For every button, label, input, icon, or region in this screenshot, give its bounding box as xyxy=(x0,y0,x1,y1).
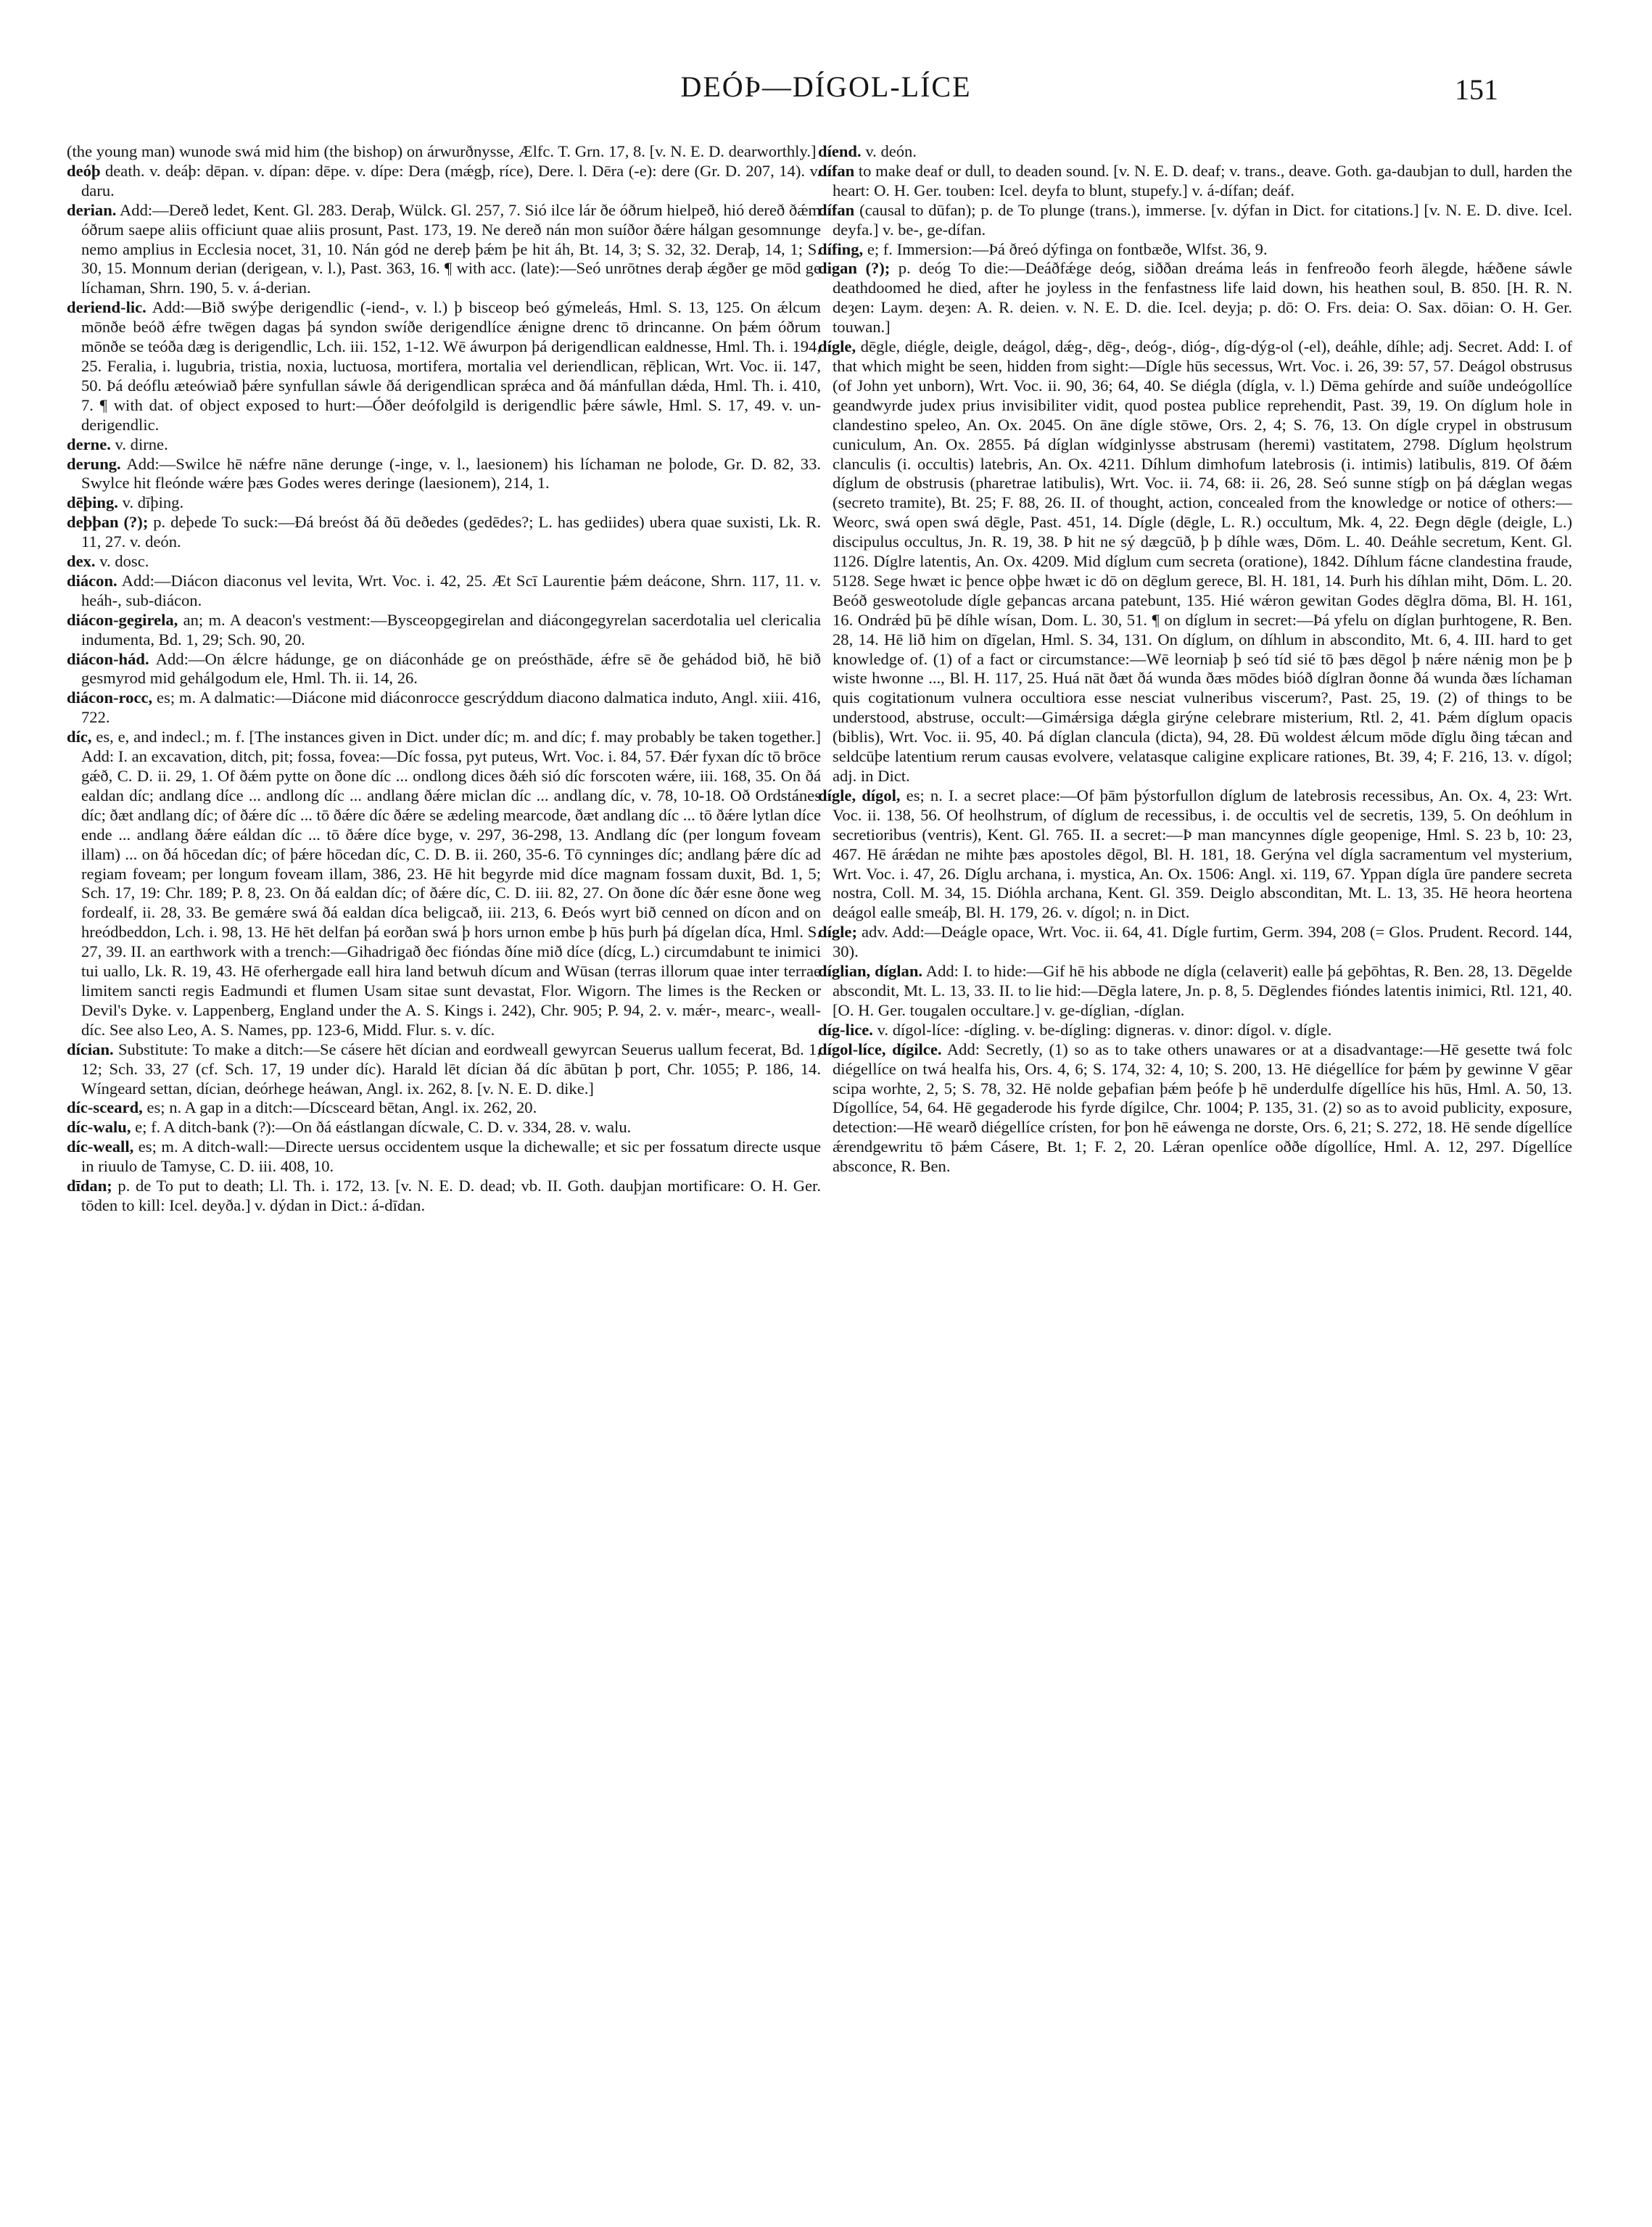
entry-text: Add:—On ǽlcre hádunge, ge on diáconháde ge on preósthāde, ǽfre sē ðe gehádod bið, hē bið gesmyrod mid gehálgodum ele, Hml. Th. ii. 14, 26. xyxy=(81,649,821,688)
entry-headword: diácon. xyxy=(67,571,117,590)
entry-headword: díc-walu, xyxy=(67,1118,131,1137)
entry-headword: dex. xyxy=(67,552,96,571)
dictionary-entry xyxy=(67,552,821,572)
dictionary-entry xyxy=(818,786,1572,923)
dictionary-entry xyxy=(67,513,821,552)
entry-headword: dífan xyxy=(818,161,855,180)
entry-text: Add:—Diácon diaconus vel levita, Wrt. Voc. i. 42, 25. Æt Scī Laurentie þǽm deácone, Shrn. 117, 11. v. heáh-, sub-diácon. xyxy=(81,571,821,609)
entry-text: es; n. A gap in a ditch:—Dícsceard bētan, Angl. ix. 262, 20. xyxy=(146,1098,537,1117)
entry-text: v. dīþing. xyxy=(122,493,184,512)
entry-headword: diácon-rocc, xyxy=(67,688,153,707)
entry-headword: diácon-gegirela, xyxy=(67,610,178,629)
entry-headword: derian. xyxy=(67,200,117,219)
entry-headword: derne. xyxy=(67,435,111,453)
entry-headword: díc-weall, xyxy=(67,1137,134,1156)
entry-text: es; m. A ditch-wall:—Directe uersus occidentem usque la dichewalle; et sic per fossatum directe usque in riuulo de Tamyse, C. D. iii. 408, 10. xyxy=(81,1137,821,1176)
dictionary-entry xyxy=(67,493,821,513)
entry-headword: deóþ xyxy=(67,161,101,180)
entry-text: (the young man) wunode swá mid him (the bishop) on árwurðnysse, Ælfc. T. Grn. 17, 8. [v. N. E. D. dearworthly.] xyxy=(67,142,817,160)
dictionary-entry xyxy=(818,240,1572,260)
right-column xyxy=(818,142,1572,2202)
dictionary-entry xyxy=(67,455,821,494)
entry-headword: dīdan; xyxy=(67,1177,112,1195)
entry-text: e; f. A ditch-bank (?):—On ðá eástlangan dícwale, C. D. v. 334, 28. v. walu. xyxy=(135,1118,632,1137)
dictionary-entry xyxy=(67,1137,821,1177)
entry-headword: dēþing. xyxy=(67,493,118,512)
dictionary-entry xyxy=(818,259,1572,337)
entry-text: p. deþede To suck:—Ðá breóst ðá ðū deðedes (gedēdes?; L. has gediides) ubera quae suxisti, Lk. R. 11, 27. v. deón. xyxy=(81,513,821,551)
entry-headword: digan (?); xyxy=(818,259,891,278)
entry-headword: derung. xyxy=(67,454,121,473)
page-header xyxy=(0,70,1652,113)
page-number: 151 xyxy=(1455,73,1498,106)
entry-text: (causal to dūfan); p. de To plunge (trans.), immerse. [v. dýfan in Dict. for citations.] [v. N. E. D. dive. Icel. deyfa.] v. be-, ge-dífan. xyxy=(833,200,1572,239)
entry-text: es; m. A dalmatic:—Diácone mid diáconrocce gescrýddum diacono dalmatica induto, Angl. xiii. 416, 722. xyxy=(81,688,821,727)
entry-text: e; f. Immersion:—Þá ðreó dýfinga on fontbæðe, Wlfst. 36, 9. xyxy=(867,239,1268,258)
entry-text: an; m. A deacon's vestment:—Bysceopgegirelan and diácongegyrelan sacerdotalia uel clericalia indumenta, Bd. 1, 29; Sch. 90, 20. xyxy=(81,610,821,649)
dictionary-entry xyxy=(67,298,821,435)
entry-text: es; n. I. a secret place:—Of þām þýstorfullon díglum de latebrosis recessibus, An. Ox. 4, 23: Wrt. Voc. ii. 138, 56. Of heolhstrum, of díglum de recessibus, i. de occultis vel de secretis, 139, 5. On deóhlum in secretioribus (ventris), Kent. Gl. 765. II. a secret:—Þ man mancynnes dígle geopenige, Hml. S. 23 b, 10: 23, 467. Hē árǽdan ne mihte þæs apostoles dēgol, Bl. H. 181, 18. Gerýna vel dígla sacramentum vel mysterium, Wrt. Voc. i. 47, 26. Díglu archana, i. mystica, An. Ox. 1506: Angl. xi. 119, 67. Yppan dígla ūre pandere secreta nostra, Coll. M. 34, 15. Dióhla archana, Kent. Gl. 359. Deiglo absconditan, Mt. L. 13, 35. Hē heora heortena deágol ealle smeáþ, Bl. H. 179, 26. v. dígol; n. in Dict. xyxy=(833,786,1572,922)
entry-text: Substitute: To make a ditch:—Se cásere hēt dícian and eordweall gewyrcan Seuerus uallum fecerat, Bd. 1, 12; Sch. 33, 27 (cf. Sch. 17, 19 under díc). Harald lēt dícian ðá díc ābūtan þ port, Chr. 1055; P. 186, 14. Wíngeard settan, dícian, deórhege heáwan, Angl. ix. 262, 8. [v. N. E. D. dike.] xyxy=(81,1040,821,1098)
entry-headword: díend. xyxy=(818,142,862,160)
entry-headword: díc, xyxy=(67,728,92,746)
dictionary-entry xyxy=(818,162,1572,201)
dictionary-entry xyxy=(67,201,821,299)
dictionary-entry xyxy=(67,1040,821,1099)
dictionary-entry xyxy=(818,1021,1572,1040)
dictionary-entry xyxy=(67,142,821,162)
entry-text: v. dirne. xyxy=(115,435,168,453)
entry-headword: diácon-hád. xyxy=(67,649,149,668)
dictionary-entry xyxy=(67,650,821,689)
running-title: DEÓÞ—DÍGOL-LÍCE xyxy=(680,70,972,103)
entry-text: Add:—Bið swýþe derigendlic (-iend-, v. l.) þ bisceop beó gýmeleás, Hml. S. 13, 125. On ǽlcum mōnðe beóð ǽfre twēgen dagas þá syndon swíðe derigendlíce ǽnigne drenc tō drincanne. On þǽm óðrum mōnðe se teóða dæg is derigendlic, Lch. iii. 152, 1-12. Wē áwurpon þá derigendlican ealdnesse, Hml. Th. i. 194, 25. Feralia, i. lugubria, tristia, noxia, luctuosa, mortifera, mortalia vel deriendlican, rēþlican, Wrt. Voc. ii. 147, 50. Þá deóflu æteówiað þǽre synfullan sáwle ðá derigendlican sprǽca and ðá mánfullan dǽda, Hml. Th. i. 410, 7. ¶ with dat. of object exposed to hurt:—Óðer deófolgild is derigendlic þǽre sáwle, Hml. S. 17, 49. v. un-derigendlic. xyxy=(81,298,821,434)
left-column xyxy=(67,142,821,2202)
entry-headword: dígol-líce, dígilce. xyxy=(818,1040,942,1058)
entry-text: to make deaf or dull, to deaden sound. [v. N. E. D. deaf; v. trans., deave. Goth. ga-daubjan to dull, harden the heart: O. H. Ger. touben: Icel. deyfa to blunt, stupefy.] v. á-dífan; deáf. xyxy=(833,161,1572,199)
dictionary-entry xyxy=(818,201,1572,240)
entry-text: Add:—Dereð ledet, Kent. Gl. 283. Deraþ, Wülck. Gl. 257, 7. Sió ilce lár ðe óðrum hielpeð, hió dereð ðǽm óðrum saepe aliis officiunt quae aliis prosunt, Past. 173, 19. Ne dereð nán mon suíðor ðǽre hálgan gesomnunge nemo amplius in Ecclesia nocet, 31, 10. Nán gód ne dereþ þǽm þe hit áh, Bt. 14, 3; S. 32, 32. Deraþ, 14, 1; S. 30, 15. Monnum derian (derigean, v. l.), Past. 363, 16. ¶ with acc. (late):—Seó unrōtnes deraþ ǽgðer ge mōd ge líchaman, Shrn. 190, 5. v. á-derian. xyxy=(81,200,821,297)
dictionary-entry xyxy=(67,728,821,1040)
entry-headword: dífan xyxy=(818,200,855,219)
entry-text: p. deóg To die:—Deáðfǽge deóg, siððan dreáma leás in fenfreoðo feorh ālegde, hǽðene sáwle deathdoomed he died, after he joyless in the fenfastness life laid down, his heathen soul, B. 850. [H. R. N. deȝen: Laym. deȝen: A. R. deien. v. N. E. D. die. Icel. deyja; p. dō: O. Frs. deia: O. Sax. dōian: O. H. Ger. touwan.] xyxy=(833,259,1572,337)
dictionary-entry xyxy=(67,688,821,728)
entry-headword: díglian, díglan. xyxy=(818,962,923,981)
entry-text: Add: I. to hide:—Gif hē his abbode ne dígla (celaverit) ealle þá geþōhtas, R. Ben. 28, 13. Dēgelde abscondit, Mt. L. 13, 33. II. to lie hid:—Dēgla latere, Jn. p. 8, 5. Dēglendes fióndes latentis inimici, Rtl. 121, 40. [O. H. Ger. tougalen occultare.] v. ge-díglian, -díglan. xyxy=(833,962,1572,1019)
entry-headword: dígle, dígol, xyxy=(818,786,901,804)
entry-text: v. dígol-líce: -dígling. v. be-dígling: digneras. v. dinor: dígol. v. dígle. xyxy=(877,1020,1332,1039)
dictionary-entry xyxy=(67,1177,821,1216)
dictionary-entry xyxy=(818,337,1572,786)
dictionary-entry xyxy=(818,1040,1572,1177)
entry-text: v. deón. xyxy=(865,142,917,160)
dictionary-entry xyxy=(67,1098,821,1118)
dictionary-entry xyxy=(67,611,821,650)
entry-text: dēgle, diégle, deigle, deágol, dǽg-, dēg-, deóg-, dióg-, díg-dýg-ol (-el), deáhle, díhle; adj. Secret. Add: I. of that which might be seen, hidden from sight:—Dígle hūs secessus, Wrt. Voc. i. 26, 39: 57, 57. Deágol obstrusus (of John yet unborn), Wrt. Voc. ii. 90, 36; 64, 40. Se diégla (dígla, v. l.) Dēma gehírde and suíðe undeógollíce geandwyrde judex prius invisibiliter vidit, quod postea publice reprehendit, Past. 39, 19. On díglum hole in clandestino speleo, An. Ox. 2045. On āne dígle stōwe, Ors. 2, 4; S. 76, 13. On dígle crypel in obstrusum cuniculum, An. Ox. 2855. Þá díglan wídginlysse abstrusam (heremi) vastitatem, 2798. Díglum hęolstrum clanculis (i. occultis) latebris, An. Ox. 4211. Díhlum dimhofum latebrosis (i. intimis) latibulis, 819. Of ðǽm díglum de obstrusis (pharetrae latibulis), Wrt. Voc. ii. 74, 68: ii. 26, 28. Seó sunne stígþ on þá dǽglan wegas (secreto tramite), Bt. 25; F. 88, 26. II. of thought, action, concealed from the knowledge or notice of others:—Weorc, swá open swá dēgle, Past. 451, 14. Dígle (dēgle, L. R.) occultum, Mk. 4, 22. Ðegn dēgle (deigle, L.) discipulus occultus, Jn. R. 19, 38. Þ hit ne sý dægcūð, þ þ díhle wæs, Dōm. L. 40. Deáhle secretum, Kent. Gl. 1126. Díglre latentis, An. Ox. 4209. Mid díglum cum secreta (oratione), 1842. Díhlum fácne clandestina fraude, 5128. Sege hwæt ic þence oþþe hwæt ic dō on dēglum gerece, Bl. H. 181, 14. Þurh his díhlan miht, Dōm. L. 20. Beóð gesweotolude dígle geþancas arcana patebunt, 135. Hié wǽron gewitan Godes dēglra dōma, Bl. H. 161, 16. Ondrǽd þū þē díhle wísan, Dom. L. 30, 51. ¶ on díglum in secret:—Þá yfelu on díglan þurhtogene, R. Ben. 28, 14. Hē lið him on dīgelan, Hml. S. 34, 131. On díglum, on díhlum in abscondito, Mt. 6, 4. III. hard to get knowledge of. (1) of a fact or circumstance:—Wē leorniaþ þ seó tíd sié tō þæs dēgol þ nǽre nǽnig mon þe þ wiste hwonne ..., Bl. H. 117, 25. Huá nāt ðæt ðá wunda ðæs mōdes bióð díglran ðonne ðá wunda ðæs líchaman quis cogitationum vulnera occultiora esse nesciat vulneribus viscerum?, Past. 25, 19. (2) of things to be understood, abstruse, occult:—Gimǽrsiga dǽgla girýne celebrare misterium, Rtl. 2, 41. Þǽm díglum opacis (biblis), Wrt. Voc. ii. 95, 40. Þá díglan clancula (dicta), 94, 28. Ðū woldest ǽlcum mōde dīglu ðing tǽcan and seldcūþe latentium rerum causas evolvere, velatasque caligine explicare rationes, Bt. 39, 4; F. 216, 13. v. dígol; adj. in Dict. xyxy=(833,337,1572,785)
dictionary-entry xyxy=(67,572,821,611)
entry-text: es, e, and indecl.; m. f. [The instances given in Dict. under díc; m. and díc; f. may probably be taken together.] Add: I. an excavation, ditch, pit; fossa, fovea:—Díc fossa, pyt puteus, Wrt. Voc. i. 84, 57. Ðǽr fyxan díc tō brōce gǽð, C. D. ii. 29, 1. Of ðǽm pytte on ðone díc ... ondlong dices ðǽh sió díc forscoten wǽre, iii. 168, 35. On ðá ealdan díc; andlang díce ... andlong díc ... andlang ðǽre miclan díc ... andlang díc, v. 78, 10-18. Oð Ordstánes díc; ðæt andlang díc; of ðǽre díc ... tō ðǽre díc ðǽre se ædeling mearcode, ðæt andlang díc ... tō ðǽre lytlan díce ende ... andlang ðǽre eáldan díc ... tō ðǽre díce byge, v. 297, 36-298, 13. Andlang díc (per longum foveam illam) ... on ðá hōcedan díc; of þǽre hōcedan díc, C. D. B. ii. 260, 35-6. Tō cynninges díc; andlang þǽre díc ad regiam foveam; per longum foveam illam, 386, 23. Hē hit begyrde mid díce magnam fossam duxit, Bd. 1, 5; Sch. 17, 19: Chr. 189; P. 8, 23. On ðá ealdan díc; of ðǽre díc, C. D. iii. 82, 27. On ðone díc ðǽr esne ðone weg fordealf, ii. 28, 33. Be gemǽre swá ðá ealdan díca beligcað, iii. 213, 6. Ðeós wyrt bið cenned on dícon and on hreódbeddon, Lch. i. 98, 13. Hē hēt delfan þá eorðan swá þ hors urnon embe þ hūs þurh þá dígelan díca, Hml. S. 27, 39. II. an earthwork with a trench:—Gihadrigað ðec fióndas ðíne mið díce (dícg, L.) circumdabunt te inimici tui uallo, Lk. R. 19, 43. Hē oferhergade eall hira land betwuh dícum and Wūsan (terras illorum quae inter terrae limitem sancti regis Eadmundi et flumen Usam sitae sunt devastat, Flor. Wigorn. The limes is the Recken or Devil's Dyke. v. Lappenberg, England under the A. S. Kings i. 242), Chr. 905; P. 94, 2. v. mǽr-, mearc-, weall-díc. See also Leo, A. S. Names, pp. 123-6, Midd. Flur. s. v. díc. xyxy=(81,728,821,1039)
entry-headword: dícian. xyxy=(67,1040,114,1058)
entry-headword: dífing, xyxy=(818,239,864,258)
entry-headword: díg-lice. xyxy=(818,1020,873,1039)
entry-headword: deriend-lic. xyxy=(67,298,146,317)
dictionary-entry xyxy=(67,162,821,201)
entry-headword: deþþan (?); xyxy=(67,513,149,532)
dictionary-entry xyxy=(818,962,1572,1021)
entry-headword: dígle, xyxy=(818,337,856,356)
dictionary-entry xyxy=(818,142,1572,162)
entry-text: Add: Secretly, (1) so as to take others unawares or at a disadvantage:—Hē gesette twá folc diégellíce on twá healfa his, Ors. 4, 6; S. 174, 32: 4, 10; S. 200, 13. Hē diégellíce for þǽm þy gewinne V gēar scipa worhte, 2, 5; S. 78, 32. Hē nolde geþafian þǽm þeófe þ hē underdulfe dígellíce his hūs, Hml. A. 50, 13. Dígollíce, 54, 64. Hē gegaderode his fyrde dígilce, Chr. 1004; P. 135, 31. (2) so as to avoid publicity, exposure, detection:—Hē wearð diégellíce crísten, for þon hē eáwenga ne dorste, Ors. 6, 21; S. 272, 18. Hē sende dígellíce ǽrendgewritu tō þǽm Cásere, Bt. 1; F. 2, 20. Lǽran openlíce oððe dígollíce, Hml. A. 12, 297. Dígellíce absconce, R. Ben. xyxy=(833,1040,1572,1176)
dictionary-entry xyxy=(67,435,821,455)
entry-text: adv. Add:—Deágle opace, Wrt. Voc. ii. 64, 41. Dígle furtim, Germ. 394, 208 (= Glos. Prudent. Record. 144, 30). xyxy=(833,923,1572,961)
entry-headword: dígle; xyxy=(818,923,857,942)
dictionary-entry xyxy=(67,1118,821,1137)
entry-text: p. de To put to death; Ll. Th. i. 172, 13. [v. N. E. D. dead; vb. II. Goth. dauþjan mortificare: O. H. Ger. tōden to kill: Icel. deyða.] v. dýdan in Dict.: á-dīdan. xyxy=(81,1177,821,1214)
entry-headword: díc-sceard, xyxy=(67,1098,143,1117)
dictionary-entry xyxy=(818,923,1572,962)
entry-text: v. dosc. xyxy=(99,552,149,571)
entry-text: death. v. deáþ: dēpan. v. dípan: dēpe. v. dípe: Dera (mǽgþ, ríce), Dere. l. Dēra (-e): dere (Gr. D. 207, 14). v. daru. xyxy=(81,161,821,199)
entry-text: Add:—Swilce hē nǽfre nāne derunge (-inge, v. l., laesionem) his líchaman ne þolode, Gr. D. 82, 33. Swylce hit fleónde wǽre þæs Godes weres deringe (laesionem), 214, 1. xyxy=(81,454,821,493)
